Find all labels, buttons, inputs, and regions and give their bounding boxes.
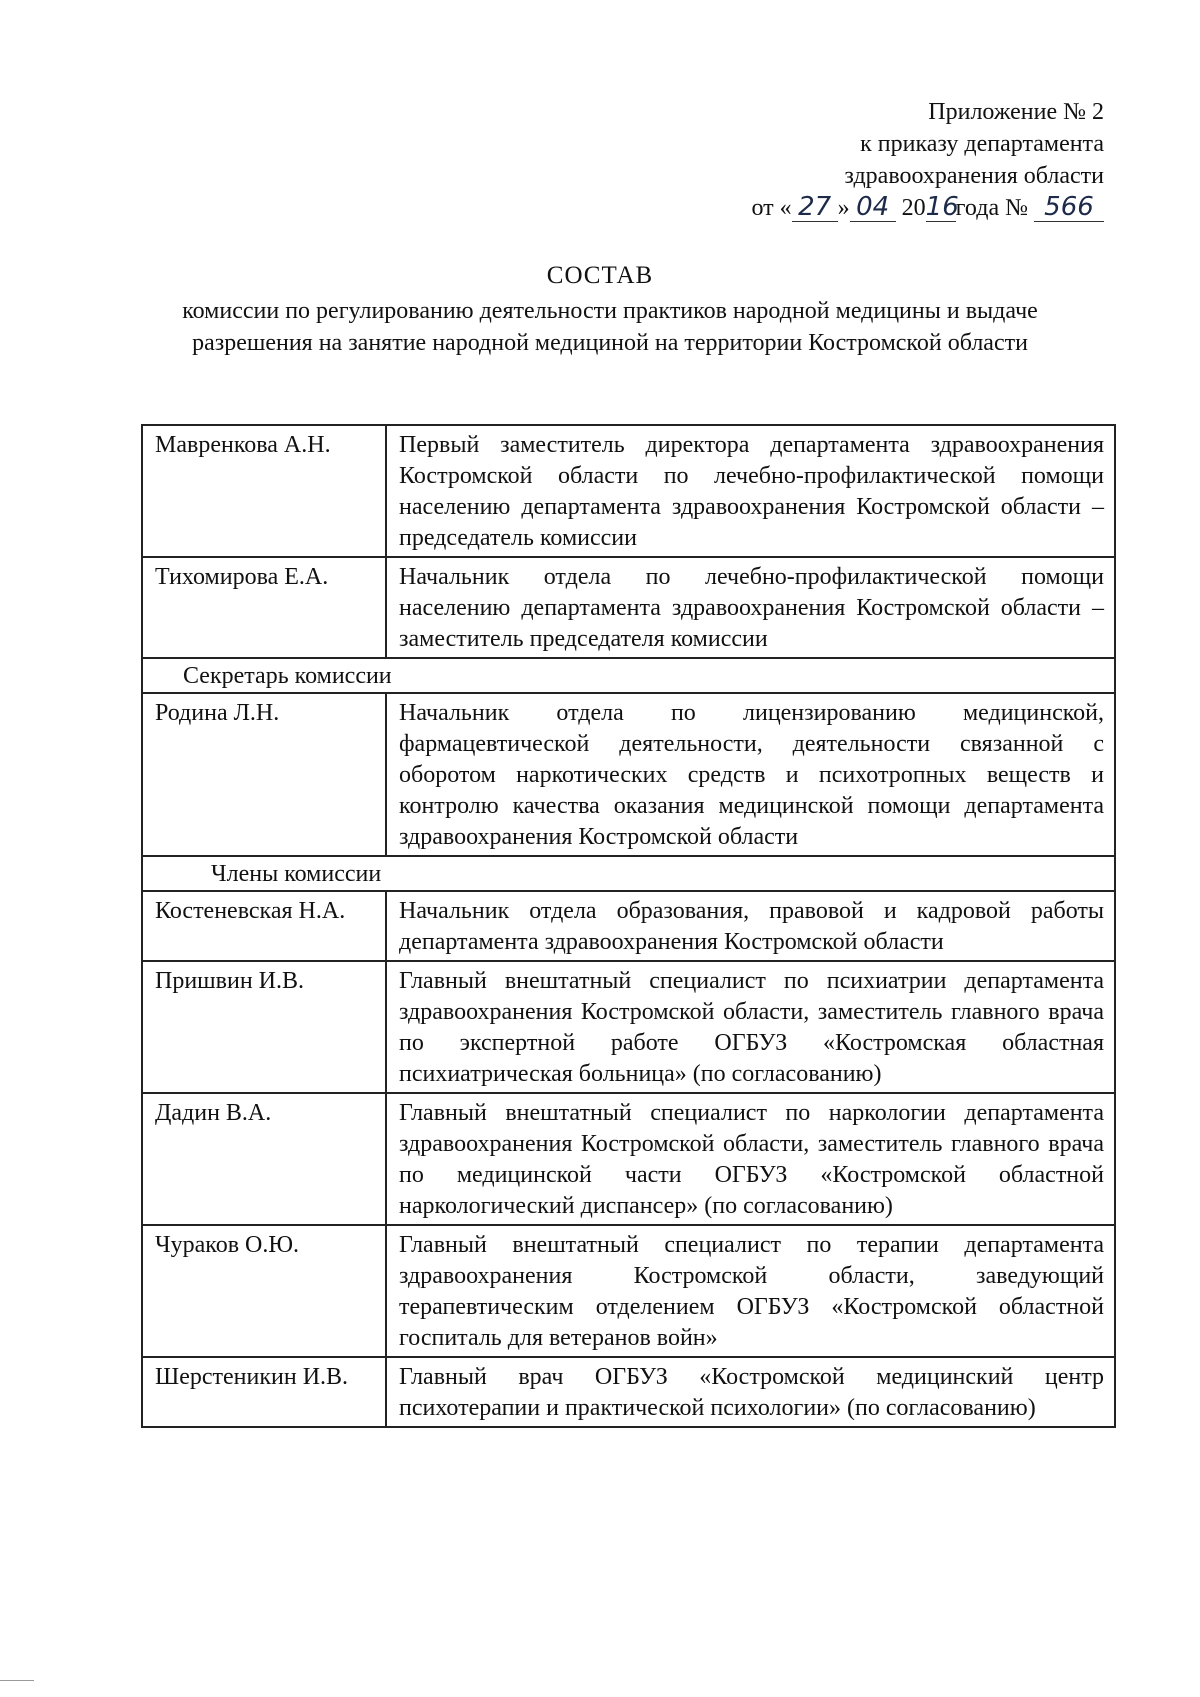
member-role: Главный внештатный специалист по психиатрии департамента здравоохранения Костромской области, заместитель главного врача по экспертной работе ОГБУЗ «Костромская областная психиатрическая больница» (по согласованию): [386, 961, 1115, 1093]
member-role: Главный врач ОГБУЗ «Костромской медицинский центр психотерапии и практической психологии» (по согласованию): [386, 1357, 1115, 1427]
table-row: [142, 891, 1115, 961]
member-role: Начальник отдела по лечебно-профилактической помощи населению департамента здравоохранения Костромской области – заместитель председателя комиссии: [386, 557, 1115, 658]
member-name: Пришвин И.В.: [142, 961, 386, 1093]
table-row: [142, 1357, 1115, 1427]
member-name: Мавренкова А.Н.: [142, 425, 386, 557]
appendix-department: здравоохранения области: [844, 163, 1104, 189]
table-row: [142, 961, 1115, 1093]
order-number-handwritten: 566: [1034, 193, 1104, 222]
date-year-handwritten: 16: [925, 192, 959, 222]
appendix-number: Приложение № 2: [928, 99, 1104, 125]
document-subtitle: комиссии по регулированию деятельности практиков народной медицины и выдаче разрешения на занятие народной медициной на территории Костромской области: [182, 298, 1038, 356]
date-prefix: от: [751, 195, 774, 221]
member-name: Тихомирова Е.А.: [142, 557, 386, 658]
member-role: Начальник отдела по лицензированию медицинской, фармацевтической деятельности, деятельности связанной с оборотом наркотических средств и психотропных веществ и контролю качества оказания медицинской помощи департамента здравоохранения Костромской области: [386, 693, 1115, 856]
member-name: Шерстеникин И.В.: [142, 1357, 386, 1427]
document-title: СОСТАВ: [546, 262, 654, 289]
section-heading-secretary: Секретарь комиссии: [142, 658, 1115, 693]
member-role: Первый заместитель директора департамента здравоохранения Костромской области по лечебно-профилактической помощи населению департамента здравоохранения Костромской области – председатель комиссии: [386, 425, 1115, 557]
scan-edge-mark: [0, 1680, 34, 1681]
member-name: Родина Л.Н.: [142, 693, 386, 856]
date-month-handwritten: 04: [850, 193, 896, 222]
section-heading-members: Члены комиссии: [142, 856, 1115, 891]
date-day-handwritten: 27: [792, 193, 838, 222]
member-name: Костеневская Н.А.: [142, 891, 386, 961]
section-row-secretary: [142, 658, 1115, 693]
table-row: [142, 557, 1115, 658]
commission-roster-table: [141, 424, 1116, 1428]
member-role: Главный внештатный специалист по наркологии департамента здравоохранения Костромской области, заместитель главного врача по медицинской части ОГБУЗ «Костромской областной наркологический диспансер» (по согласованию): [386, 1093, 1115, 1225]
appendix-order-ref: к приказу департамента: [860, 131, 1104, 157]
section-row-members: [142, 856, 1115, 891]
table-row: [142, 1093, 1115, 1225]
date-close-quote: »: [837, 195, 850, 221]
member-role: Главный внештатный специалист по терапии департамента здравоохранения Костромской области, заведующий терапевтическим отделением ОГБУЗ «Костромской областной госпиталь для ветеранов войн»: [386, 1225, 1115, 1357]
year-word: года №: [955, 195, 1028, 221]
date-year-prefix: 20: [901, 195, 926, 221]
table-row: [142, 425, 1115, 557]
appendix-header: [752, 96, 1105, 224]
member-role: Начальник отдела образования, правовой и кадровой работы департамента здравоохранения Костромской области: [386, 891, 1115, 961]
member-name: Дадин В.А.: [142, 1093, 386, 1225]
table-row: [142, 693, 1115, 856]
member-name: Чураков О.Ю.: [142, 1225, 386, 1357]
date-open-quote: «: [779, 195, 792, 221]
table-row: [142, 1225, 1115, 1357]
appendix-date-line: [752, 192, 1105, 224]
